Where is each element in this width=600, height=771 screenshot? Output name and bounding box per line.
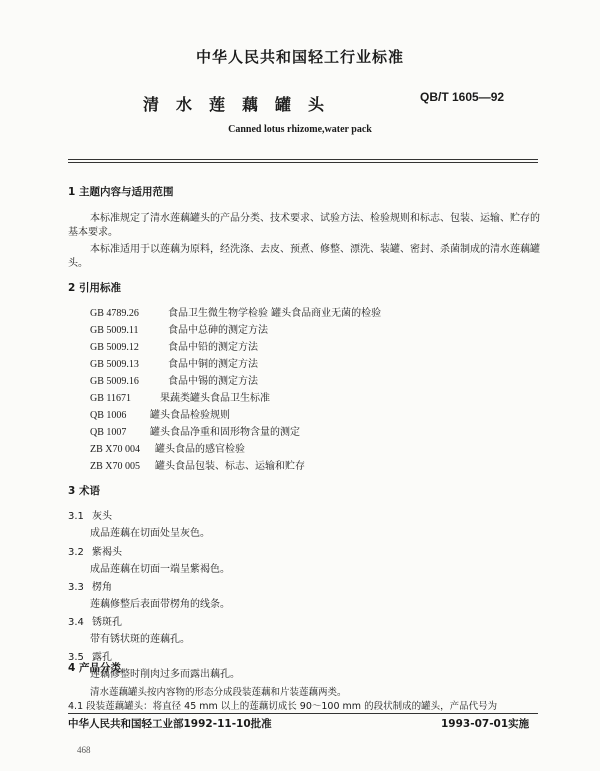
reference-item	[90, 406, 230, 421]
term-definition: 带有锈状斑的莲藕孔。	[90, 634, 190, 645]
reference-title: 罐头食品的感官检验	[155, 444, 245, 455]
section-2-heading: 2 引用标准	[68, 282, 121, 294]
reference-title: 罐头食品检验规则	[150, 410, 230, 421]
english-title: Canned lotus rhizome,water pack	[228, 124, 372, 135]
reference-title: 果蔬类罐头食品卫生标准	[160, 393, 270, 404]
reference-title: 罐头食品包装、标志、运输和贮存	[155, 461, 305, 472]
reference-item	[90, 423, 300, 438]
reference-item	[90, 338, 258, 353]
section-4-heading: 4 产品分类	[68, 662, 121, 674]
reference-code: ZB X70 005	[90, 461, 140, 472]
section-1-heading: 1 主题内容与适用范围	[68, 186, 174, 198]
reference-code: ZB X70 004	[90, 444, 140, 455]
reference-code: GB 11671	[90, 393, 132, 404]
issuer-line: 中华人民共和国轻工行业标准	[195, 48, 404, 66]
reference-item	[90, 440, 245, 455]
section-1-para-1-line-1: 本标准规定了清水莲藕罐头的产品分类、技术要求、试验方法、检验规则和标志、包装、运输、贮存的	[90, 213, 540, 224]
reference-item	[90, 372, 258, 387]
reference-code: QB 1007	[90, 427, 127, 438]
reference-item	[90, 304, 381, 319]
term-name: 灰头	[92, 511, 112, 522]
effective-date: 1993-07-01实施	[441, 718, 530, 730]
document-title: 清水莲藕罐头	[143, 95, 342, 114]
reference-item	[90, 457, 305, 472]
term-number: 3.3	[68, 582, 84, 593]
header-rule-bottom	[68, 162, 538, 163]
reference-title: 食品中锡的测定方法	[168, 376, 258, 387]
term-definition: 成品莲藕在切面一端呈紫褐色。	[90, 564, 230, 575]
reference-code: QB 1006	[90, 410, 127, 421]
term-heading	[68, 507, 112, 522]
page-number: 468	[77, 745, 91, 755]
reference-title: 食品卫生微生物学检验 罐头食品商业无菌的检验	[168, 308, 382, 319]
reference-code: GB 5009.16	[90, 376, 139, 387]
section-1-para-1-line-2: 基本要求。	[68, 227, 118, 238]
term-name: 楞角	[92, 582, 112, 593]
term-number: 3.4	[68, 617, 84, 628]
section-4-1-line	[68, 713, 538, 715]
term-name: 紫褐头	[92, 547, 122, 558]
reference-title: 食品中铅的测定方法	[168, 342, 258, 353]
reference-title: 食品中总砷的测定方法	[168, 325, 268, 336]
term-heading	[68, 578, 112, 593]
reference-title: 罐头食品净重和固形物含量的测定	[150, 427, 300, 438]
reference-code: GB 5009.12	[90, 342, 139, 353]
term-heading	[68, 613, 122, 628]
term-definition: 莲藕修整时削肉过多而露出藕孔。	[90, 669, 240, 680]
header-rule-top	[68, 159, 538, 160]
section-4-para-1: 清水莲藕罐头按内容物的形态分成段装莲藕和片装莲藕两类。	[90, 687, 347, 698]
reference-item	[90, 355, 258, 370]
term-heading	[68, 543, 122, 558]
reference-code: GB 5009.11	[90, 325, 139, 336]
term-number: 3.5	[68, 652, 84, 663]
section-4-1-text: 4.1 段装莲藕罐头：将直径 45 mm 以上的莲藕切成长 90～100 mm 的段状制成的罐头，产品代号为	[68, 701, 498, 712]
reference-code: GB 4789.26	[90, 308, 139, 319]
term-definition: 成品莲藕在切面处呈灰色。	[90, 528, 210, 539]
approval-line: 中华人民共和国轻工业部1992-11-10批准	[68, 718, 272, 730]
reference-code: GB 5009.13	[90, 359, 139, 370]
section-1-para-2-line-1: 本标准适用于以莲藕为原料，经洗涤、去皮、预煮、修整、漂洗、装罐、密封、杀菌制成的清水莲藕罐	[90, 244, 540, 255]
term-number: 3.1	[68, 511, 84, 522]
standard-number: QB/T 1605—92	[420, 90, 505, 104]
term-definition: 莲藕修整后表面带楞角的线条。	[90, 599, 230, 610]
term-number: 3.2	[68, 547, 84, 558]
section-3-heading: 3 术语	[68, 485, 100, 497]
term-name: 露孔	[92, 652, 112, 663]
section-1-para-2-line-2: 头。	[68, 258, 88, 269]
term-name: 锈斑孔	[92, 617, 122, 628]
reference-title: 食品中铜的测定方法	[168, 359, 258, 370]
reference-item	[90, 389, 270, 404]
reference-item	[90, 321, 268, 336]
